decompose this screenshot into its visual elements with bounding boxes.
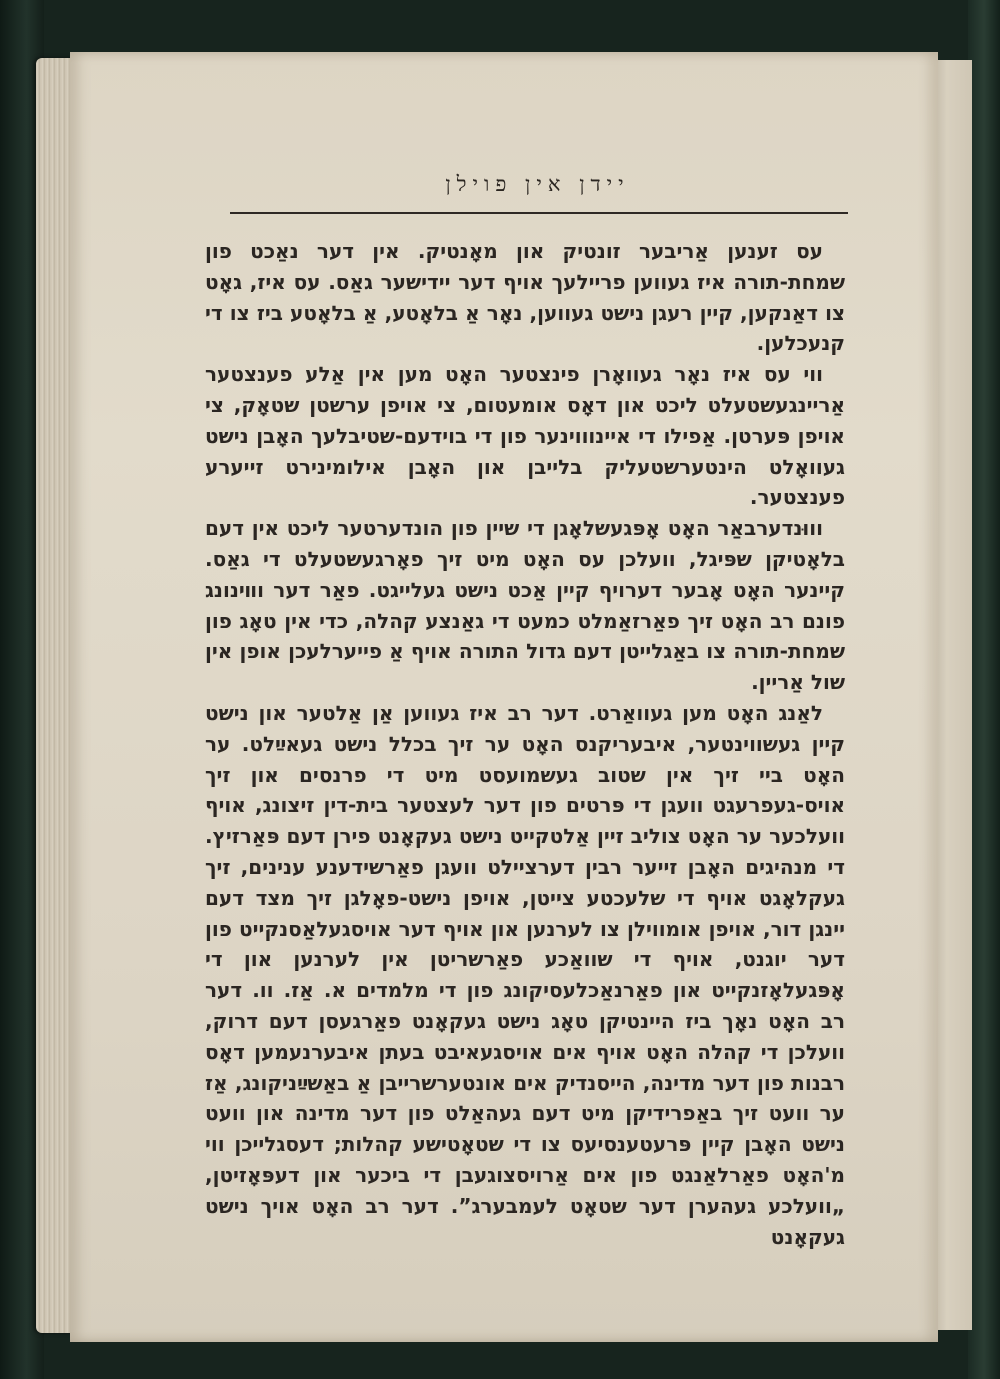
paragraph: וווּנדערבאַר האָט אָפּגעשלאָגן די שיין פון הונדערטער ליכט אין דעם בלאָטיקן שפּיגל, וועלכן עס האָט מיט זיך פאָרגעשטעלט די גאַס. קיינער האָט אָבער דערויף קיין אַכט נישט געלייגט. פאַר דער ווױנונג פונם רב האָט זיך פאַרזאַמלט כמעט די גאַנצע קהלה, כדי אין טאָג פון שמחת-תורה צו באַגלייטן דעם גדול התורה אויף אַ פייערלעכן אופן אין שול אַריין.	[205, 516, 845, 695]
header-rule	[230, 212, 848, 214]
paragraph: לאַנג האָט מען געוואַרט. דער רב איז געווען אַן אַלטער און נישט קיין געשווינטער, איבעריקנס האָט ער זיך בכלל נישט געאײַלט. ער האָט ביי זיך אין שטוב געשמועסט מיט די פרנסים און זיך אויס-געפרעגט וועגן די פּרטים פון דער לעצטער בית-דין זיצונג, אויף וועלכער ער האָט צוליב זיין אַלטקייט נישט געקאָנט פירן דעם פּאַרזיץ. די מנהיגים האָבן זייער רבין דערציילט וועגן פאַרשידענע ענינים, זיך געקלאָגט אויף די שלעכטע צייטן, אויפן נישט-פאָלגן זיך מצד דעם יינגן דור, אויפן אומווילן צו לערנען און אויף דער אויסגעלאַסנקייט פון דער יוגנט, אויף די שוואַכע פאַרשריטן אין לערנען און די אָפּגעלאָזנקייט און פאַרנאַכלעסיקונג פון די מלמדים א. אַז. וו. דער רב האָט נאָך ביז היינטיקן טאָג נישט געקאָנט פאַרגעסן דעם דרוק, וועלכן די קהלה האָט אויף אים אויסגעאיבט בעתן איבערנעמען דאָס רבנות פון דער מדינה, הייסנדיק אים אונטערשרייבן אַ באַשײַניקונג, אַז ער וועט זיך באַפרידיקן מיט דעם געהאַלט פון דער מדינה און וועט נישט האָבן קיין פּרעטענסיעס צו די שטאָטישע קהלות; דעסגלייכן ווי מ'האָט פאַרלאַנגט פון אים אַרויסצוגעבן די ביכער און דעפּאָזיטן, „וועלכע געהערן דער שטאָט לעמבערג”. דער רב האָט אויך נישט געקאָנט	[205, 700, 845, 1249]
paragraph: עס זענען אַריבער זונטיק און מאָנטיק. אין דער נאַכט פון שמחת-תורה איז געווען פריילעך אויף דער יידישער גאַס. עס איז, גאָט צו דאַנקען, קיין רעגן נישט געווען, נאָר אַ בלאָטע, אַ בלאָטע ביז צו די קנעכלען.	[205, 239, 845, 356]
running-header: יידן אין פוילן	[445, 172, 630, 196]
page-body	[205, 236, 845, 1249]
paragraph: ווי עס איז נאָר געוואָרן פינצטער האָט מען אין אַלע פענצטער אַריינגעשטעלט ליכט און דאָס אומעטום, צי אויפן ערשטן שטאָק, צי אויפן פּערטן. אַפילו די איינוווינער פון די בוידעם-שטיבלעך האָבן נישט געוואָלט הינטערשטעליק בלייבן און האָבן אילומינירט זייערע פענצטער.	[205, 362, 845, 510]
book-cover-right	[968, 0, 1000, 1379]
